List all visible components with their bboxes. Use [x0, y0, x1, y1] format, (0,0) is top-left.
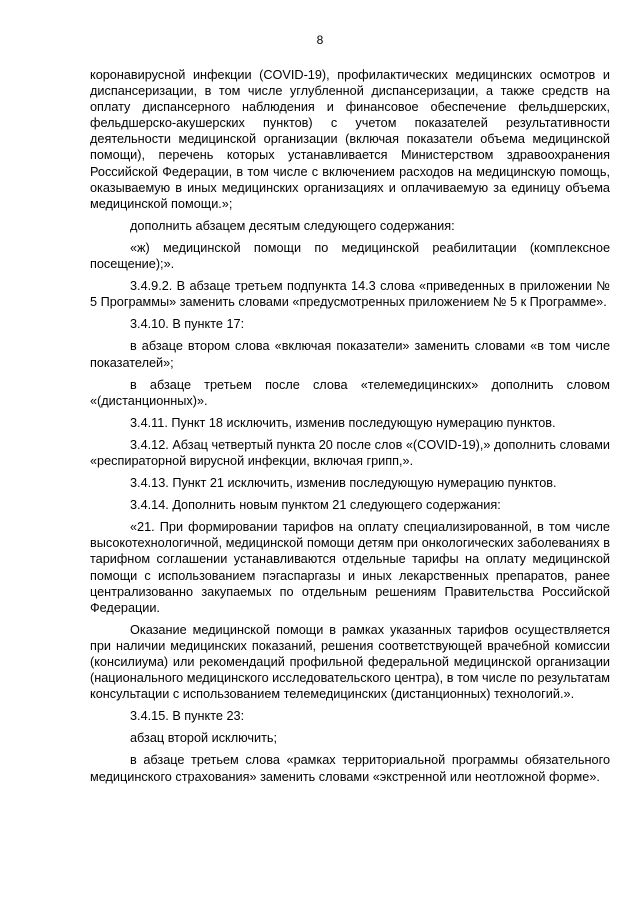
document-body: [90, 67, 610, 791]
paragraph: 3.4.13. Пункт 21 исключить, изменив последующую нумерацию пунктов.: [130, 476, 557, 491]
page-number: 8: [316, 33, 324, 47]
paragraph: абзац второй исключить;: [130, 731, 278, 746]
paragraph: в абзаце третьем после слова «телемедицинских» дополнить словом «(дистанционных)».: [90, 377, 610, 408]
paragraph: в абзаце третьем слова «рамках территориальной программы обязательного медицинского страхования» заменить словами «экстренной или неотложной форме».: [90, 753, 610, 784]
paragraph: «21. При формировании тарифов на оплату специализированной, в том числе высокотехнологичной, медицинской помощи детям при онкологических заболеваниях в тарифном соглашении устанавливаются отдельные тарифы на оплату медицинской помощи с использованием пэгаспаргазы и иных лекарственных препаратов, ранее централизованно закупаемых по отдельным решениям Правительства Российской Федерации.: [90, 520, 610, 615]
paragraph: 3.4.12. Абзац четвертый пункта 20 после слов «(COVID-19),» дополнить словами «респираторной вирусной инфекции, включая грипп,».: [90, 437, 610, 468]
paragraph: 3.4.15. В пункте 23:: [130, 709, 245, 724]
paragraph: в абзаце втором слова «включая показатели» заменить словами «в том числе показателей»;: [90, 339, 610, 370]
paragraph: 3.4.14. Дополнить новым пунктом 21 следующего содержания:: [130, 498, 501, 513]
paragraph: Оказание медицинской помощи в рамках указанных тарифов осуществляется при наличии медицинских показаний, решения соответствующей врачебной комиссии (консилиума) или рекомендаций профильной федеральной медицинской организации (национального медицинского исследовательского центра), в том числе по результатам консультации с использованием телемедицинских (дистанционных) технологий.».: [90, 622, 610, 702]
paragraph: 3.4.10. В пункте 17:: [130, 317, 245, 332]
paragraph: 3.4.11. Пункт 18 исключить, изменив последующую нумерацию пунктов.: [130, 415, 556, 430]
paragraph: дополнить абзацем десятым следующего содержания:: [130, 218, 455, 233]
paragraph: коронавирусной инфекции (COVID-19), профилактических медицинских осмотров и диспансеризации, в том числе углубленной диспансеризации, а также средств на оплату диспансерного наблюдения и финансовое обеспечение фельдшерских, фельдшерско-акушерских пунктов) с учетом показателей результативности деятельности медицинской организации (включая показатели объема медицинской помощи), перечень которых устанавливается Министерством здравоохранения Российской Федерации, в том числе с включением расходов на медицинскую помощь, оказываемую в иных медицинских организациях и оплачиваемую за единицу объема медицинской помощи.»;: [90, 68, 610, 211]
paragraph: 3.4.9.2. В абзаце третьем подпункта 14.3 слова «приведенных в приложении № 5 Программы» заменить словами «предусмотренных приложением № 5 к Программе».: [90, 279, 610, 310]
paragraph: «ж) медицинской помощи по медицинской реабилитации (комплексное посещение);».: [90, 240, 610, 272]
